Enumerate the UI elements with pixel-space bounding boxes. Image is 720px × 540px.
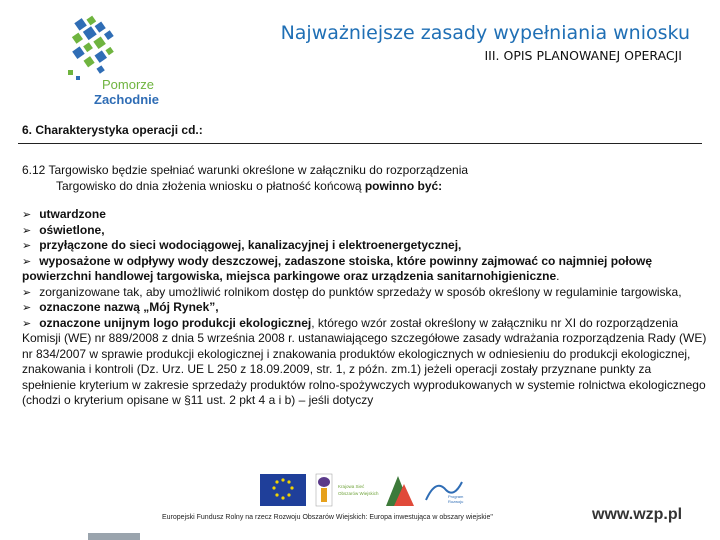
intro-line-2-bold: powinno być: xyxy=(364,179,443,193)
logo-line2: Zachodnie xyxy=(94,92,160,107)
arrow-bullet-icon: ➢ xyxy=(22,223,32,237)
list-item xyxy=(22,207,708,223)
accent-bar xyxy=(88,533,140,540)
intro-line-1: 6.12 Targowisko będzie spełniać warunki określone w załączniku do rozporządzenia xyxy=(22,163,469,177)
section-heading: 6. Charakterystyka operacji cd.: xyxy=(22,123,203,137)
logo-line1: Pomorze xyxy=(102,77,155,92)
list-item xyxy=(22,223,708,239)
list-item xyxy=(22,300,708,316)
footer-caption: Europejski Fundusz Rolny na rzecz Rozwoju Obszarów Wiejskich: Europa inwestująca w obszary wiejskie" xyxy=(162,514,493,521)
page-title: Najważniejsze zasady wypełniania wniosku xyxy=(280,22,690,44)
intro-line-2 xyxy=(22,178,712,194)
website-link[interactable]: www.wzp.pl xyxy=(592,506,683,523)
list-item-text: zorganizowane tak, aby umożliwić rolnikom dostęp do punktów sprzedaży w sposób określony w regulaminie targowiska, xyxy=(39,284,682,299)
list-item-bold: oznaczone unijnym logo produkcji ekologicznej xyxy=(39,315,312,330)
funding-logos xyxy=(258,470,488,516)
list-item xyxy=(22,285,708,301)
svg-text:Obszarów Wiejskich: Obszarów Wiejskich xyxy=(338,491,379,496)
svg-text:Rozwoju: Rozwoju xyxy=(448,499,464,504)
intro-line-2-text: Targowisko do dnia złożenia wniosku o płatność końcową xyxy=(56,179,365,193)
list-item-text: . xyxy=(556,269,560,283)
arrow-bullet-icon: ➢ xyxy=(22,208,32,221)
arrow-bullet-icon: ➢ xyxy=(22,239,32,252)
pomorze-zachodnie-logo xyxy=(58,12,168,112)
intro-paragraph xyxy=(22,162,712,194)
arrow-bullet-icon: ➢ xyxy=(22,254,32,268)
requirements-list xyxy=(22,207,708,409)
arrow-bullet-icon: ➢ xyxy=(22,316,32,330)
divider xyxy=(18,143,702,144)
list-item xyxy=(22,254,708,285)
list-item-bold: przyłączone do sieci wodociągowej, kanalizacyjnej i elektroenergetycznej, xyxy=(39,238,462,252)
page-subtitle: III. OPIS PLANOWANEJ OPERACJI xyxy=(484,48,682,63)
list-item-bold: utwardzone xyxy=(39,207,106,221)
list-item xyxy=(22,316,708,409)
list-item-bold: oświetlone, xyxy=(39,222,105,237)
list-item xyxy=(22,238,708,254)
list-item-text: , którego wzór został określony w załączniku nr XI do rozporządzenia Komisji (WE) nr 889/2008 z dnia 5 września 2008 r. ustanawiającego szczegółowe zasady wdrażania rozporządzenia Rady (WE) nr 834/2007 w sprawie produkcji ekologicznej i znakowania produktów ekologicznych w odniesieniu do produkcji ekologicznej, znakowania i kontroli (Dz. Urz. UE L 250 z 18.09.2009, str. 1, z późn. zm.1) jeżeli operacji zostały przyznane punkty za spełnienie kryterium w zakresie sprzedaży produktów rolno-spożywczych wyprodukowanych w systemie rolnictwa ekologicznego (chodzi o kryterium opisane w §11 ust. 2 pkt 4 a i b) – jeśli dotyczy xyxy=(22,315,707,407)
arrow-bullet-icon: ➢ xyxy=(22,285,32,299)
funding-logos-icon xyxy=(258,470,488,516)
list-item-bold: oznaczone nazwą „Mój Rynek”, xyxy=(39,300,219,314)
svg-text:Program: Program xyxy=(448,494,464,499)
svg-text:Krajowa Sieć: Krajowa Sieć xyxy=(338,484,365,489)
list-item-bold: wyposażone w odpływy wody deszczowej, zadaszone stoiska, które powinny zajmować co najmniej połowę powierzchni handlowej targowiska, miejsca parkingowe oraz urządzenia sanitarnohigieniczne xyxy=(22,253,653,283)
arrow-bullet-icon: ➢ xyxy=(22,301,32,314)
